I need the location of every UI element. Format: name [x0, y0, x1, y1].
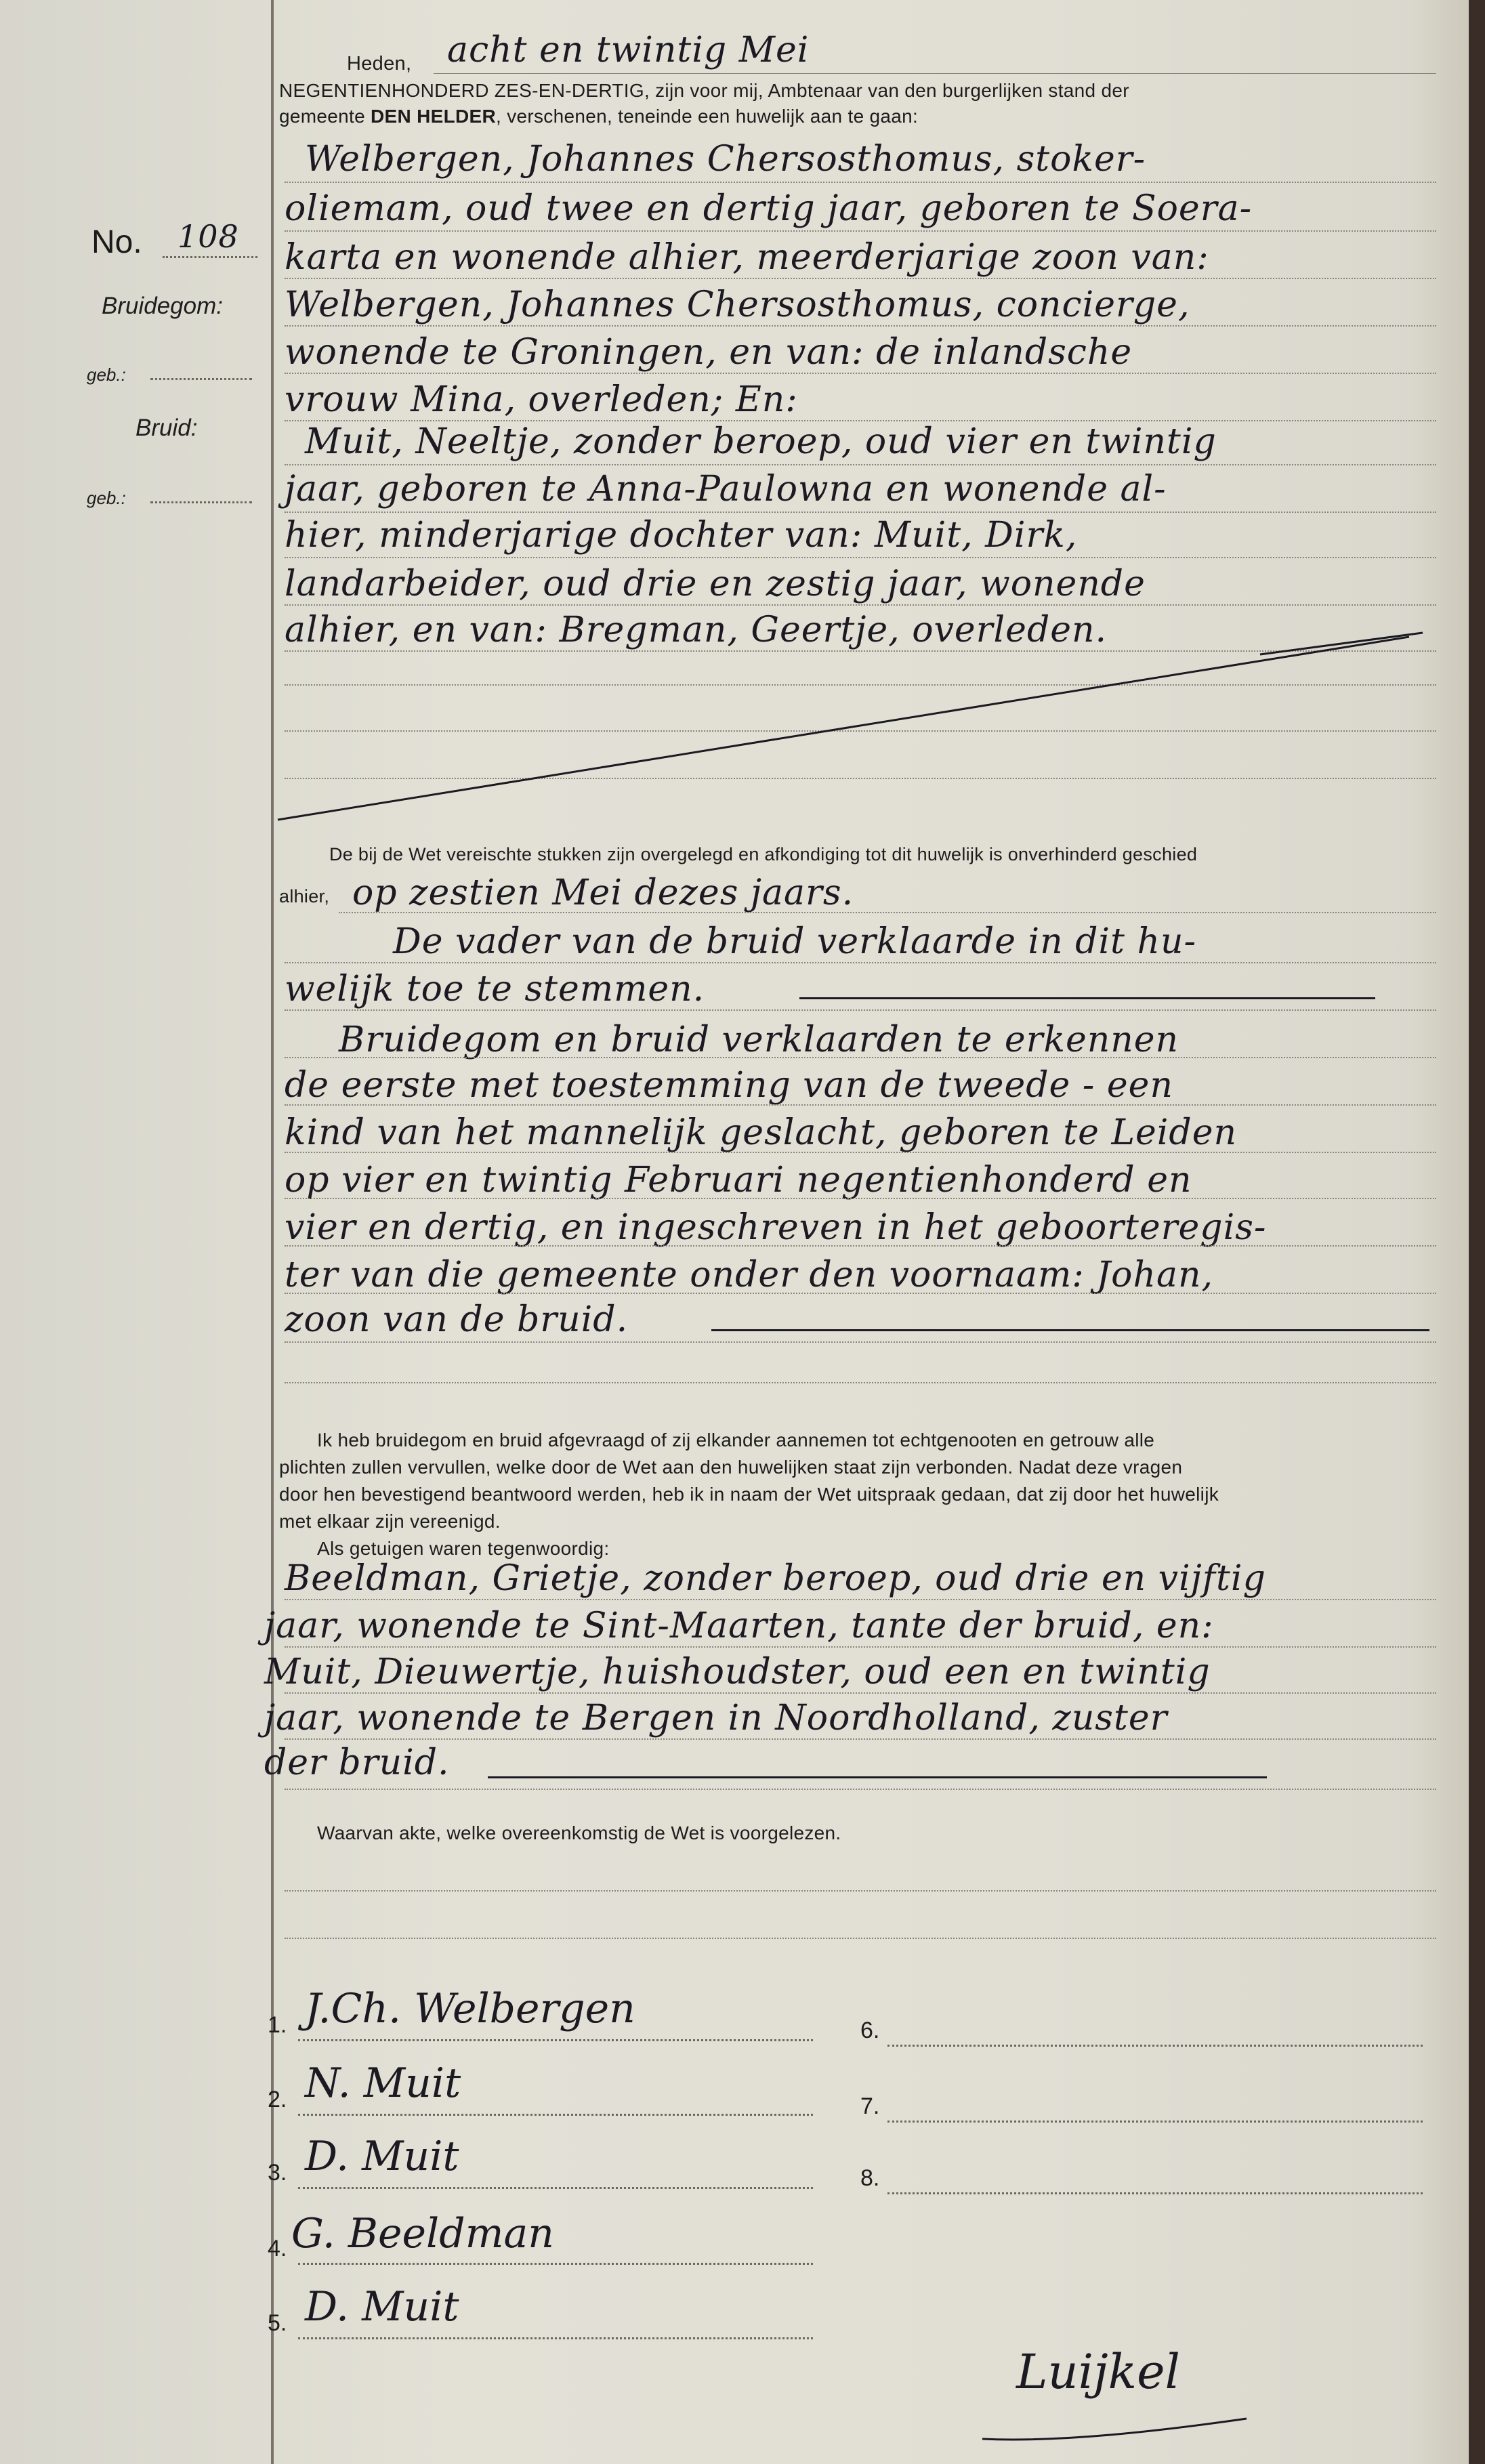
parties-line: Welbergen, Johannes Chersosthomus, concierge,: [285, 285, 1190, 325]
documents-line: ter van die gemeente onder den voornaam: Johan,: [285, 1255, 1213, 1295]
documents-printed-2: alhier,: [279, 886, 330, 906]
witnesses-line: Beeldman, Grietje, zonder beroep, oud drie en vijftig: [285, 1558, 1266, 1599]
header-line-2: NEGENTIENHONDERD ZES-EN-DERTIG, zijn voor mij, Ambtenaar van den burgerlijken stand der: [279, 80, 1129, 101]
signature-number: 8.: [860, 2165, 880, 2191]
record-number-label: No.: [91, 224, 142, 260]
witnesses-line: jaar, wonende te Bergen in Noordholland, zuster: [264, 1698, 1168, 1738]
documents-line: op vier en twintig Februari negentienhonderd en: [285, 1160, 1192, 1200]
announcement-date: op zestien Mei dezes jaars.: [352, 873, 854, 913]
declaration-line: Ik heb bruidegom en bruid afgevraagd of zij elkander aannemen tot echtgenooten en getrouw alle: [317, 1429, 1155, 1450]
signature-witness-1: G. Beeldman: [291, 2210, 554, 2257]
signature-groom: J.Ch. Welbergen: [305, 1985, 635, 2032]
heden-label: Heden,: [347, 53, 412, 75]
witnesses-label: Als getuigen waren tegenwoordig:: [317, 1538, 610, 1559]
parties-line: Welbergen, Johannes Chersosthomus, stoker-: [305, 139, 1146, 180]
book-binding-edge: [1469, 0, 1485, 2464]
documents-line: kind van het mannelijk geslacht, geboren te Leiden: [285, 1112, 1237, 1153]
parties-line: karta en wonende alhier, meerderjarige zoon van:: [285, 237, 1209, 278]
signature-number: 3.: [268, 2160, 287, 2186]
official-signature-flourish: [976, 2371, 1260, 2452]
parties-line: vrouw Mina, overleden; En:: [285, 379, 798, 420]
signature-number: 1.: [268, 2012, 287, 2038]
geb-label-groom: geb.:: [87, 364, 126, 385]
bruid-label: Bruid:: [135, 415, 198, 441]
signature-number: 2.: [268, 2087, 287, 2112]
documents-line: zoon van de bruid.: [285, 1299, 629, 1340]
declaration-line: door hen bevestigend beantwoord werden, heb ik in naam der Wet uitspraak gedaan, dat zij door het huwelijk: [279, 1484, 1219, 1505]
documents-line: vier en dertig, en ingeschreven in het geboorteregis-: [285, 1207, 1267, 1248]
heden-date: acht en twintig Mei: [447, 30, 810, 70]
documents-line: de eerste met toestemming van de tweede - een: [285, 1065, 1173, 1106]
signature-number: 5.: [268, 2310, 287, 2336]
witnesses-line: der bruid.: [264, 1742, 450, 1783]
declaration-line: met elkaar zijn vereenigd.: [279, 1511, 501, 1532]
closing-text: Waarvan akte, welke overeenkomstig de Wet is voorgelezen.: [317, 1822, 841, 1843]
parties-line: Muit, Neeltje, zonder beroep, oud vier en twintig: [305, 421, 1217, 462]
parties-line: hier, minderjarige dochter van: Muit, Dirk,: [285, 515, 1078, 556]
signature-bride: N. Muit: [305, 2060, 461, 2107]
parties-line: alhier, en van: Bregman, Geertje, overleden.: [285, 610, 1108, 650]
parties-line: wonende te Groningen, en van: de inlandsche: [285, 332, 1133, 373]
record-number-value: 108: [177, 218, 239, 255]
strike-line: [271, 623, 1436, 827]
bruidegom-label: Bruidegom:: [102, 293, 223, 319]
witnesses-line: jaar, wonende te Sint-Maarten, tante der bruid, en:: [264, 1606, 1214, 1646]
signature-witness-2: D. Muit: [305, 2283, 459, 2331]
signature-number: 4.: [268, 2236, 287, 2261]
witnesses-line: Muit, Dieuwertje, huishoudster, oud een en twintig: [264, 1652, 1211, 1692]
parties-line: jaar, geboren te Anna-Paulowna en wonende al-: [285, 469, 1167, 509]
signature-official: Luijkel: [1016, 2344, 1180, 2400]
parties-line: landarbeider, oud drie en zestig jaar, wonende: [285, 564, 1146, 604]
signature-number: 6.: [860, 2018, 880, 2043]
geb-label-bride: geb.:: [87, 488, 126, 508]
municipality-name: DEN HELDER: [371, 106, 497, 127]
documents-printed-1: De bij de Wet vereischte stukken zijn overgelegd en afkondiging tot dit huwelijk is onverhinderd geschied: [329, 844, 1198, 864]
documents-line: welijk toe te stemmen.: [285, 969, 705, 1009]
header-line-3: gemeente DEN HELDER, verschenen, teneinde een huwelijk aan te gaan:: [279, 106, 919, 127]
declaration-line: plichten zullen vervullen, welke door de Wet aan den huwelijken staat zijn verbonden. Nadat deze vragen: [279, 1457, 1183, 1478]
signature-father: D. Muit: [305, 2133, 459, 2180]
signature-number: 7.: [860, 2093, 880, 2119]
parties-line: oliemam, oud twee en dertig jaar, geboren te Soera-: [285, 188, 1253, 229]
documents-line: Bruidegom en bruid verklaarden te erkennen: [339, 1020, 1179, 1060]
documents-line: De vader van de bruid verklaarde in dit hu-: [393, 921, 1197, 962]
